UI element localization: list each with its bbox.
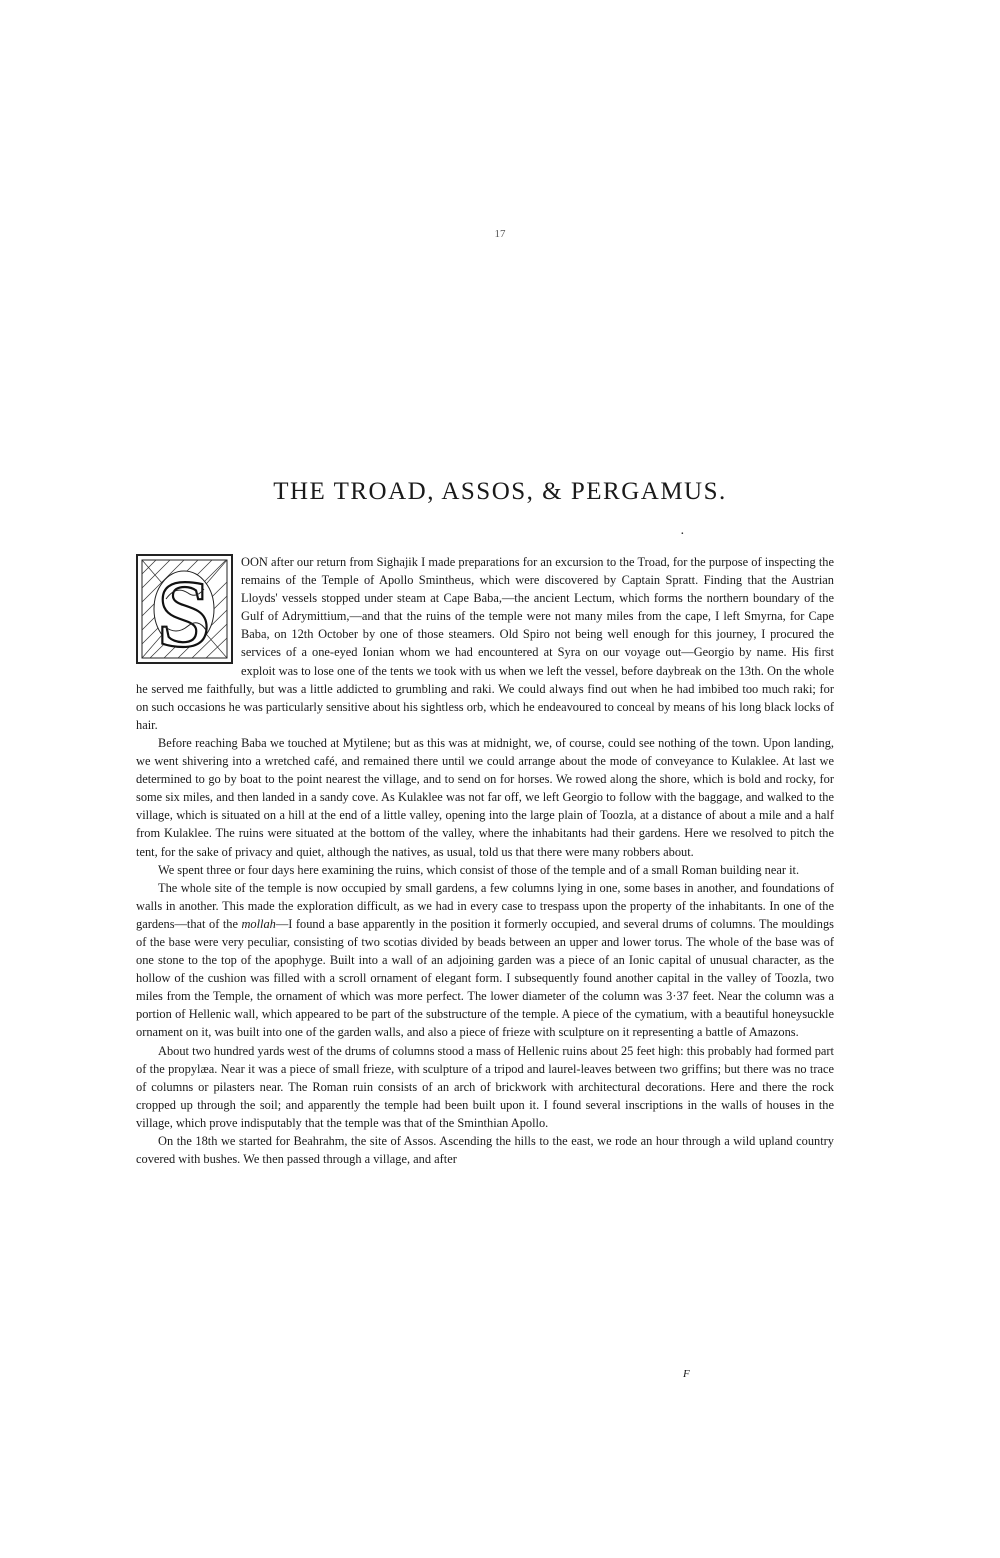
ornament-dot: · [680,527,685,542]
paragraph-4-text-after: —I found a base apparently in the position it formerly occupied, and several drums of columns. The mouldings of the base were very peculiar, consisting of two scotias divided by beads between an upper and lower torus. The whole of the base was of one stone to the top of the apophyge. Built into a wall of an adjoining garden was a piece of an Ionic capital of unusual character, as the hollow of the cushion was filled with a scroll ornament of elegant form. I subsequently found another capital in the valley of Toozla, two miles from the Temple, the ornament of which was more perfect. The lower diameter of the column was 3·37 feet. Near the column was a portion of Hellenic wall, which appeared to be part of the substructure of the temple. A piece of the cymatium, with a beautiful honeysuckle ornament on it, was built into one of the garden walls, and also a piece of frieze with sculpture on it representing a battle of Amazons. [136,916,834,1040]
paragraph-1 [136,553,834,734]
paragraph-4-text-before: The whole site of the temple is now occupied by small gardens, a few columns lying in one, some bases in another, and foundations of walls in another. This made the exploration difficult, as we had in every case to trespass upon the property of the inhabitants. In one of the gardens—that of the [136,880,834,931]
signature-mark: F [683,1368,690,1380]
paragraph-6: On the 18th we started for Beahrahm, the site of Assos. Ascending the hills to the east, we rode an hour through a wild upland country covered with bushes. We then passed through a village, and after [136,1134,834,1167]
paragraph-2: Before reaching Baba we touched at Mytilene; but as this was at midnight, we, of course, could see nothing of the town. Upon landing, we went shivering into a wretched café, and remained there until we could arrange about the mode of conveyance to Kulaklee. At last we determined to go by boat to the point nearest the village, and to send on for horses. We rowed along the shore, which is bold and rocky, for some six miles, and then landed in a sandy cove. As Kulaklee was not far off, we left Georgio to follow with the baggage, and walked to the village, which is situated on a hill at the end of a little valley, opening into the large plain of Toozla, at a distance of about a mile and a half from Kulaklee. The ruins were situated at the bottom of the valley, where the inhabitants had their gardens. Here we resolved to pitch the tent, for the sake of privacy and quiet, although the natives, as usual, told us that there were many robbers about. [136,735,834,859]
paragraph-4-emphasis: mollah [241,916,276,931]
chapter-title: THE TROAD, ASSOS, & PERGAMUS. [273,478,727,505]
paragraph-3: We spent three or four days here examining the ruins, which consist of those of the temple and of a small Roman building near it. [158,862,800,877]
page-number: 17 [494,228,506,240]
paragraph-1-text: OON after our return from Sighajik I made preparations for an excursion to the Troad, for the purpose of inspecting the remains of the Temple of Apollo Smintheus, which were discovered by Captain Spratt. Finding that the Austrian Lloyds' vessels stopped under steam at Cape Baba,—the ancient Lectum, which forms the northern boundary of the Gulf of Adrymittium,—and that the ruins of the temple were not many miles from the cape, I left Smyrna, for Cape Baba, on 12th October by one of those steamers. Old Spiro not being well enough for this journey, I procured the services of a one-eyed Ionian whom we had encountered at Syra on our voyage out—Georgio by name. His first exploit was to lose one of the tents we took with us when we left the vessel, before daybreak on the 13th. On the whole he served me faithfully, but was a little addicted to grumbling and raki. We could always find out when he had imbibed too much raki; for on such occasions he was particularly sensitive about his sightless orb, which he endeavoured to conceal by means of his long black locks of hair. [136,555,834,732]
drop-cap-ornament [136,554,233,664]
body-text [136,553,834,1168]
paragraph-5: About two hundred yards west of the drums of columns stood a mass of Hellenic ruins about 25 feet high: this probably had formed part of the propylæa. Near it was a piece of small frieze, with sculpture of a tripod and laurel-leaves between two griffins; but there was no trace of columns or pilasters near. The Roman ruin consists of an arch of brickwork with architectural decorations. Here and there the rock cropped up through the soil; and apparently the temple had been built upon it. I found several inscriptions in the walls of houses in the village, which prove indisputably that the temple was that of the Sminthian Apollo. [136,1043,834,1130]
paragraph-4 [136,879,834,1042]
drop-cap-letter: S [157,560,211,664]
